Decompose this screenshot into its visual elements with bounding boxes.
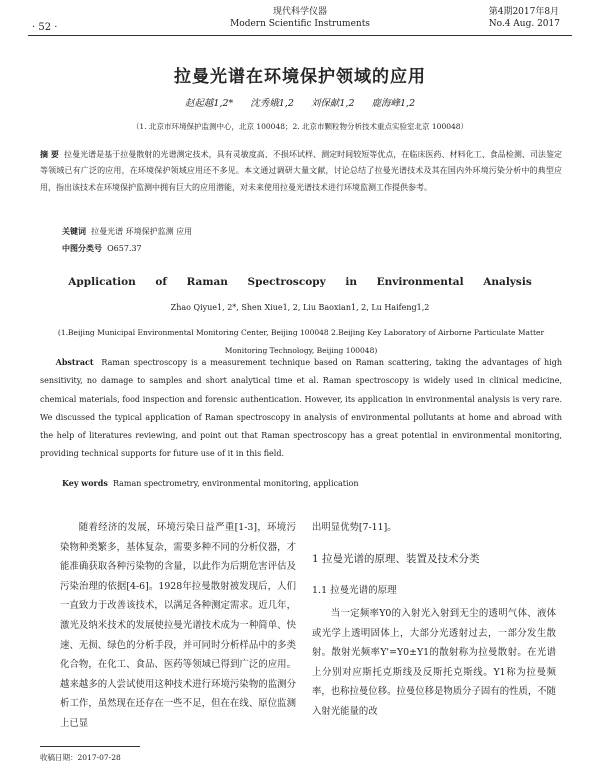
issue-info: [489, 6, 560, 30]
section-heading-1: 1 拉曼光谱的原理、装置及技术分类: [312, 553, 480, 565]
body-left-column: 随着经济的发展，环境污染日益严重[1-3]，环境污染物种类繁多，基体复杂，需要多种不同的分析仪器，才能准确获取各种污染物的含量，以此作为后期危害评估及污染治理的依据[4-6]。1928年拉曼散射被发现后，人们一直致力于改善该技术，以满足各种测定需求。近几年，激光及纳米技术的发展使拉曼光谱技术成为一种简单、快速、无损、绿色的分析手段，并可同时分析样品中的多类化合物，在化工、食品、医药等领域已得到广泛的应用。越来越多的人尝试使用这种技术进行环境污染物的监测分析工作，虽然现在还存在一些不足，但在在线、原位监测上已显: [60, 522, 296, 729]
keywords-label-cn: 关键词: [62, 226, 86, 236]
affiliation-cn: （1. 北京市环境保护监测中心，北京 100048；2. 北京市颗粒物分析技术重点实验室北京 100048）: [131, 122, 469, 131]
affiliation-en: (1.Beijing Municipal Environmental Monitoring Center, Beijing 100048 2.Beijing Key Laboratory of Airborne Particulate Matter Monitoring Technology, Beijing 100048): [57, 328, 545, 355]
abstract-cn: [40, 146, 562, 196]
issue-cn: 第4期2017年8月: [488, 7, 560, 17]
footnote-rule: [40, 746, 140, 747]
keywords-en: [62, 478, 359, 488]
received-date: 收稿日期：2017-07-28: [40, 753, 121, 762]
body-right-top: 出明显优势[7-11]。: [312, 522, 397, 533]
classification: [62, 243, 142, 254]
paper-title-cn: 拉曼光谱在环境保护领域的应用: [174, 67, 426, 87]
keywords-text-cn: 拉曼光谱 环境保护监测 应用: [91, 227, 193, 236]
authors-en: Zhao Qiyue1, 2*, Shen Xiue1, 2, Liu Baoxian1, 2, Lu Haifeng1,2: [170, 303, 430, 312]
keywords-cn: [62, 226, 192, 237]
keywords-text-en: Raman spectrometry, environmental monitoring, application: [112, 479, 359, 488]
class-code: O657.37: [107, 244, 142, 253]
authors-cn: 赵起越1,2* 沈秀娥1,2 刘保献1,2 鹿海峰1,2: [184, 98, 416, 109]
paper-title-en: Application of Raman Spectroscopy in Environmental Analysis: [68, 276, 532, 288]
abstract-label-en: Abstract: [55, 357, 94, 367]
page-number: · 52 ·: [32, 22, 58, 33]
abstract-label-cn: 摘 要: [40, 149, 59, 159]
class-label: 中图分类号: [62, 243, 102, 253]
header-rule: [28, 35, 572, 36]
abstract-en: [40, 353, 562, 464]
abstract-text-en: Raman spectroscopy is a measurement technique based on Raman scattering, taking the advantages of high sensitivity, no damage to samples and short analytical time et al. Raman spectroscopy is widely used in clinical medicine, chemical materials, food inspection and forensic authentication. However, its application in environmental analysis is very rare. We discussed the typical application of Raman spectroscopy in analysis of environmental pollutants at home and abroad with the help of literatures reviewing, and point out that Raman spectroscopy has a great potential in environmental monitoring, providing technical supports for future use of it in this field.: [40, 358, 562, 459]
body-right-paragraph: 当一定频率Y0的入射光入射到无尘的透明气体、液体或光学上透明固体上，大部分光透射过去，一部分发生散射。散射光频率Y'=Y0±Y1的散射称为拉曼散射。在光谱上分别对应斯托克斯线及反斯托克斯线。Y1称为拉曼频率，也称拉曼位移。拉曼位移是物质分子固有的性质，不随入射光能量的改: [312, 608, 556, 717]
journal-name-cn: 现代科学仪器: [272, 7, 327, 17]
issue-en: No.4 Aug. 2017: [488, 19, 560, 29]
keywords-label-en: Key words: [62, 478, 108, 488]
abstract-text-cn: 拉曼光谱是基于拉曼散射的光谱测定技术，具有灵敏度高、不损坏试样、测定时间较短等优点，在临床医药、材料化工、食品检测、司法鉴定等领域已有广泛的应用，在环境保护领域应用还不多见。本文通过调研大量文献，讨论总结了拉曼光谱技术及其在国内外环境污染分析中的典型应用，指出该技术在环境保护监测中拥有巨大的应用潜能，对未来使用拉曼光谱技术进行环境监测工作提供参考。: [40, 150, 562, 192]
section-heading-1-1: 1.1 拉曼光谱的原理: [312, 585, 397, 596]
journal-name-en: Modern Scientific Instruments: [230, 19, 370, 29]
